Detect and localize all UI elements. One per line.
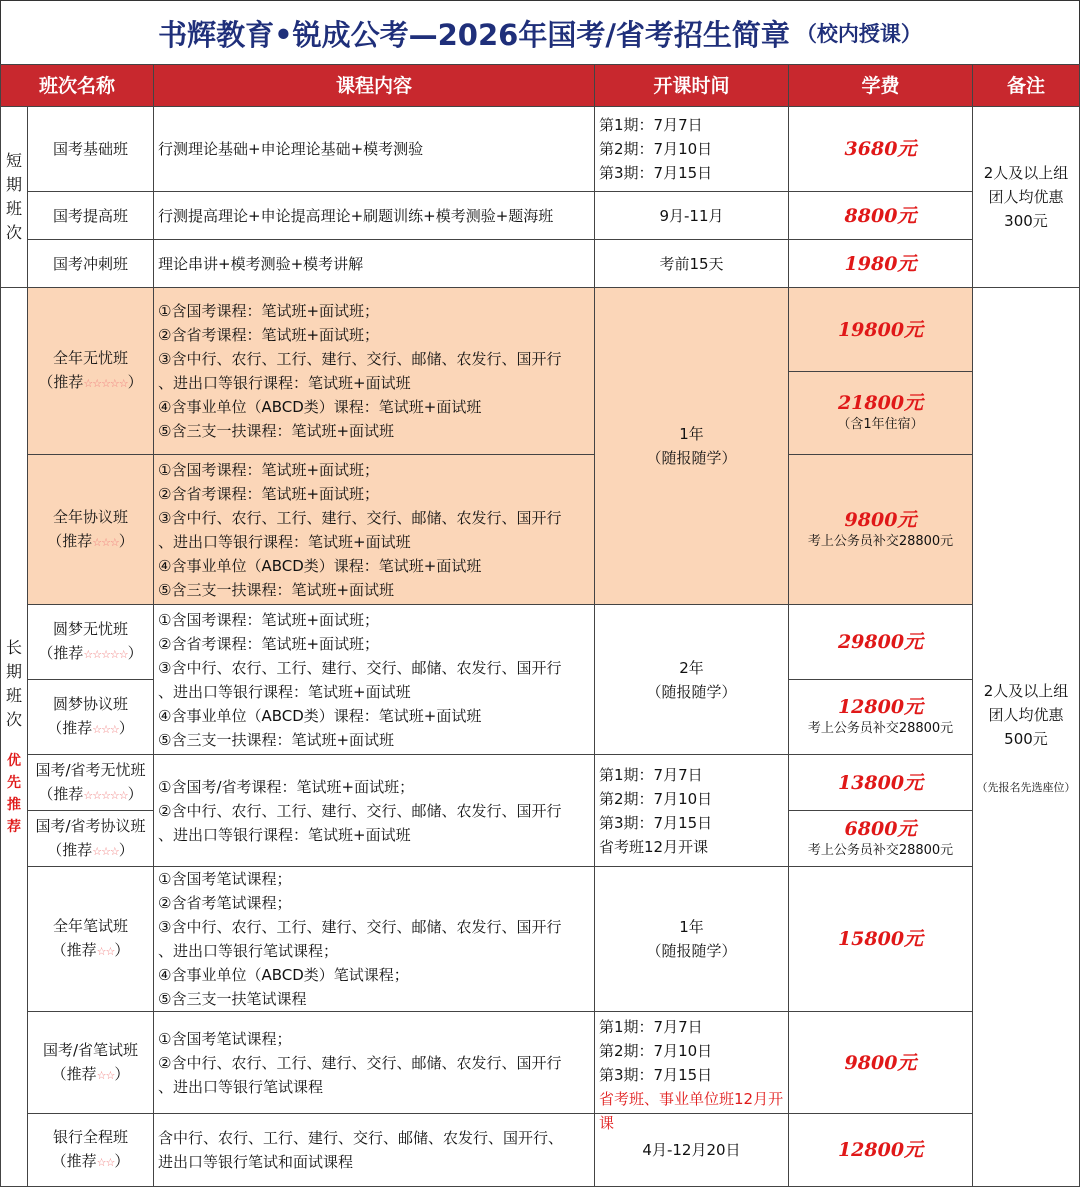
star-rating-icon: ☆☆	[96, 945, 115, 958]
tuition	[789, 1012, 973, 1114]
tuition	[789, 372, 973, 455]
course-content: ①含国考/省考课程：笔试班+面试班； ②含中行、农行、工行、建行、交行、邮储、农发行、国开行 、进出口等银行课程：笔试班+面试班	[154, 755, 595, 867]
price: 19800元	[837, 318, 924, 341]
tuition	[789, 1114, 973, 1187]
tuition	[789, 240, 973, 288]
header-course-content: 课程内容	[154, 65, 595, 107]
start-time: 第1期：7月7日 第2期：7月10日 第3期：7月15日 省考班12月开课	[595, 755, 789, 867]
star-rating-icon: ☆☆☆☆☆	[83, 377, 128, 390]
start-time: 1年 （随报随学）	[595, 867, 789, 1012]
start-time: 考前15天	[595, 240, 789, 288]
star-rating-icon: ☆☆☆☆☆	[83, 648, 128, 661]
start-time: 第1期：7月7日 第2期：7月10日 第3期：7月15日	[595, 107, 789, 192]
remark-long: 2人及以上组 团人均优惠 500元 （先报名先选座位）	[973, 288, 1080, 1187]
price: 9800元	[844, 508, 917, 531]
title-sub: （校内授课）	[795, 22, 922, 46]
course-content: ①含国考笔试课程； ②含中行、农行、工行、建行、交行、邮储、农发行、国开行 、进出口等银行笔试课程	[154, 1012, 595, 1114]
class-name: 圆梦无忧班 （推荐☆☆☆☆☆）	[28, 605, 154, 680]
header-remark: 备注	[973, 65, 1080, 107]
class-name: 国考/省考协议班 （推荐☆☆☆）	[28, 811, 154, 867]
star-rating-icon: ☆☆☆	[92, 844, 119, 858]
table-row	[1, 605, 1080, 680]
remark-note: （先报名先选座位）	[976, 780, 1076, 794]
priority-label: 优 先 推 荐	[7, 753, 21, 835]
course-content: ①含国考课程：笔试班+面试班； ②含省考课程：笔试班+面试班； ③含中行、农行、工行、建行、交行、邮储、农发行、国开行 、进出口等银行课程：笔试班+面试班 ④含事业单位（ABCD类）课程：笔试班+面试班 ⑤含三支一扶课程：笔试班+面试班	[154, 455, 595, 605]
price-note: 考上公务员补交28800元	[807, 533, 954, 549]
price-note: 考上公务员补交28800元	[807, 842, 954, 858]
page-title	[0, 0, 1080, 65]
class-name: 国考冲刺班	[28, 240, 154, 288]
tuition	[789, 867, 973, 1012]
table-row	[1, 107, 1080, 192]
class-name: 圆梦协议班 （推荐☆☆☆）	[28, 680, 154, 755]
price: 1980元	[844, 252, 917, 275]
tuition	[789, 680, 973, 755]
class-name: 国考基础班	[28, 107, 154, 192]
header-class-name: 班次名称	[1, 65, 154, 107]
class-name: 国考提高班	[28, 192, 154, 240]
tuition	[789, 755, 973, 811]
price: 6800元	[844, 817, 917, 840]
course-content: ①含国考课程：笔试班+面试班； ②含省考课程：笔试班+面试班； ③含中行、农行、工行、建行、交行、邮储、农发行、国开行 、进出口等银行课程：笔试班+面试班 ④含事业单位（ABCD类）课程：笔试班+面试班 ⑤含三支一扶课程：笔试班+面试班	[154, 605, 595, 755]
course-content: 行测提高理论+申论提高理论+刷题训练+模考测验+题海班	[154, 192, 595, 240]
header-row	[1, 65, 1080, 107]
start-time: 1年 （随报随学）	[595, 288, 789, 605]
price: 15800元	[837, 928, 924, 950]
header-start-time: 开课时间	[595, 65, 789, 107]
price: 13800元	[837, 771, 924, 794]
table-row	[1, 288, 1080, 372]
course-table	[0, 64, 1080, 1187]
price: 3680元	[844, 138, 917, 160]
star-rating-icon: ☆☆	[96, 1156, 115, 1169]
header-tuition: 学费	[789, 65, 973, 107]
price: 12800元	[837, 1139, 924, 1161]
start-time: 2年 （随报随学）	[595, 605, 789, 755]
price: 8800元	[844, 204, 917, 227]
class-name: 银行全程班 （推荐☆☆）	[28, 1114, 154, 1187]
category-long: 长 期 班 次 优 先 推 荐	[1, 288, 28, 1187]
title-main: 书辉教育•锐成公考—2026年国考/省考招生简章	[158, 17, 790, 52]
table-row	[1, 755, 1080, 811]
course-content: 理论串讲+模考测验+模考讲解	[154, 240, 595, 288]
price-note: 考上公务员补交28800元	[807, 721, 954, 736]
course-content: ①含国考笔试课程； ②含省考笔试课程； ③含中行、农行、工行、建行、交行、邮储、农发行、国开行 、进出口等银行笔试课程； ④含事业单位（ABCD类）笔试课程； ⑤含三支一扶笔试课程	[154, 867, 595, 1012]
price-note: （含1年住宿）	[837, 417, 924, 432]
class-name: 国考/省考无忧班 （推荐☆☆☆☆☆）	[28, 755, 154, 811]
category-short: 短 期 班 次	[1, 107, 28, 288]
tuition	[789, 288, 973, 372]
price: 21800元	[837, 392, 924, 414]
star-rating-icon: ☆☆	[96, 1068, 115, 1082]
start-time-note: 省考班、事业单位班12月开课	[599, 1089, 784, 1132]
tuition	[789, 605, 973, 680]
table-row	[1, 240, 1080, 288]
class-name: 全年无忧班 （推荐☆☆☆☆☆）	[28, 288, 154, 455]
course-content: ①含国考课程：笔试班+面试班； ②含省考课程：笔试班+面试班； ③含中行、农行、工行、建行、交行、邮储、农发行、国开行 、进出口等银行课程：笔试班+面试班 ④含事业单位（ABCD类）课程：笔试班+面试班 ⑤含三支一扶课程：笔试班+面试班	[154, 288, 595, 455]
start-time: 9月-11月	[595, 192, 789, 240]
table-row	[1, 455, 1080, 605]
tuition	[789, 192, 973, 240]
tuition	[789, 811, 973, 867]
start-time: 4月-12月20日	[595, 1114, 789, 1187]
remark-short: 2人及以上组 团人均优惠 300元	[973, 107, 1080, 288]
table-row	[1, 192, 1080, 240]
class-name: 全年笔试班 （推荐☆☆）	[28, 867, 154, 1012]
tuition	[789, 455, 973, 605]
start-time: 第1期：7月7日 第2期：7月10日 第3期：7月15日 省考班、事业单位班12月开课	[595, 1012, 789, 1114]
table-row	[1, 1114, 1080, 1187]
star-rating-icon: ☆☆☆	[92, 535, 119, 549]
price: 12800元	[837, 696, 924, 718]
star-rating-icon: ☆☆☆☆☆	[83, 788, 128, 802]
tuition	[789, 107, 973, 192]
course-content: 含中行、农行、工行、建行、交行、邮储、农发行、国开行、 进出口等银行笔试和面试课程	[154, 1114, 595, 1187]
table-row	[1, 867, 1080, 1012]
price: 9800元	[844, 1051, 917, 1074]
class-name: 全年协议班 （推荐☆☆☆）	[28, 455, 154, 605]
class-name: 国考/省笔试班 （推荐☆☆）	[28, 1012, 154, 1114]
course-content: 行测理论基础+申论理论基础+模考测验	[154, 107, 595, 192]
price: 29800元	[837, 631, 924, 653]
star-rating-icon: ☆☆☆	[92, 723, 119, 736]
table-row	[1, 1012, 1080, 1114]
